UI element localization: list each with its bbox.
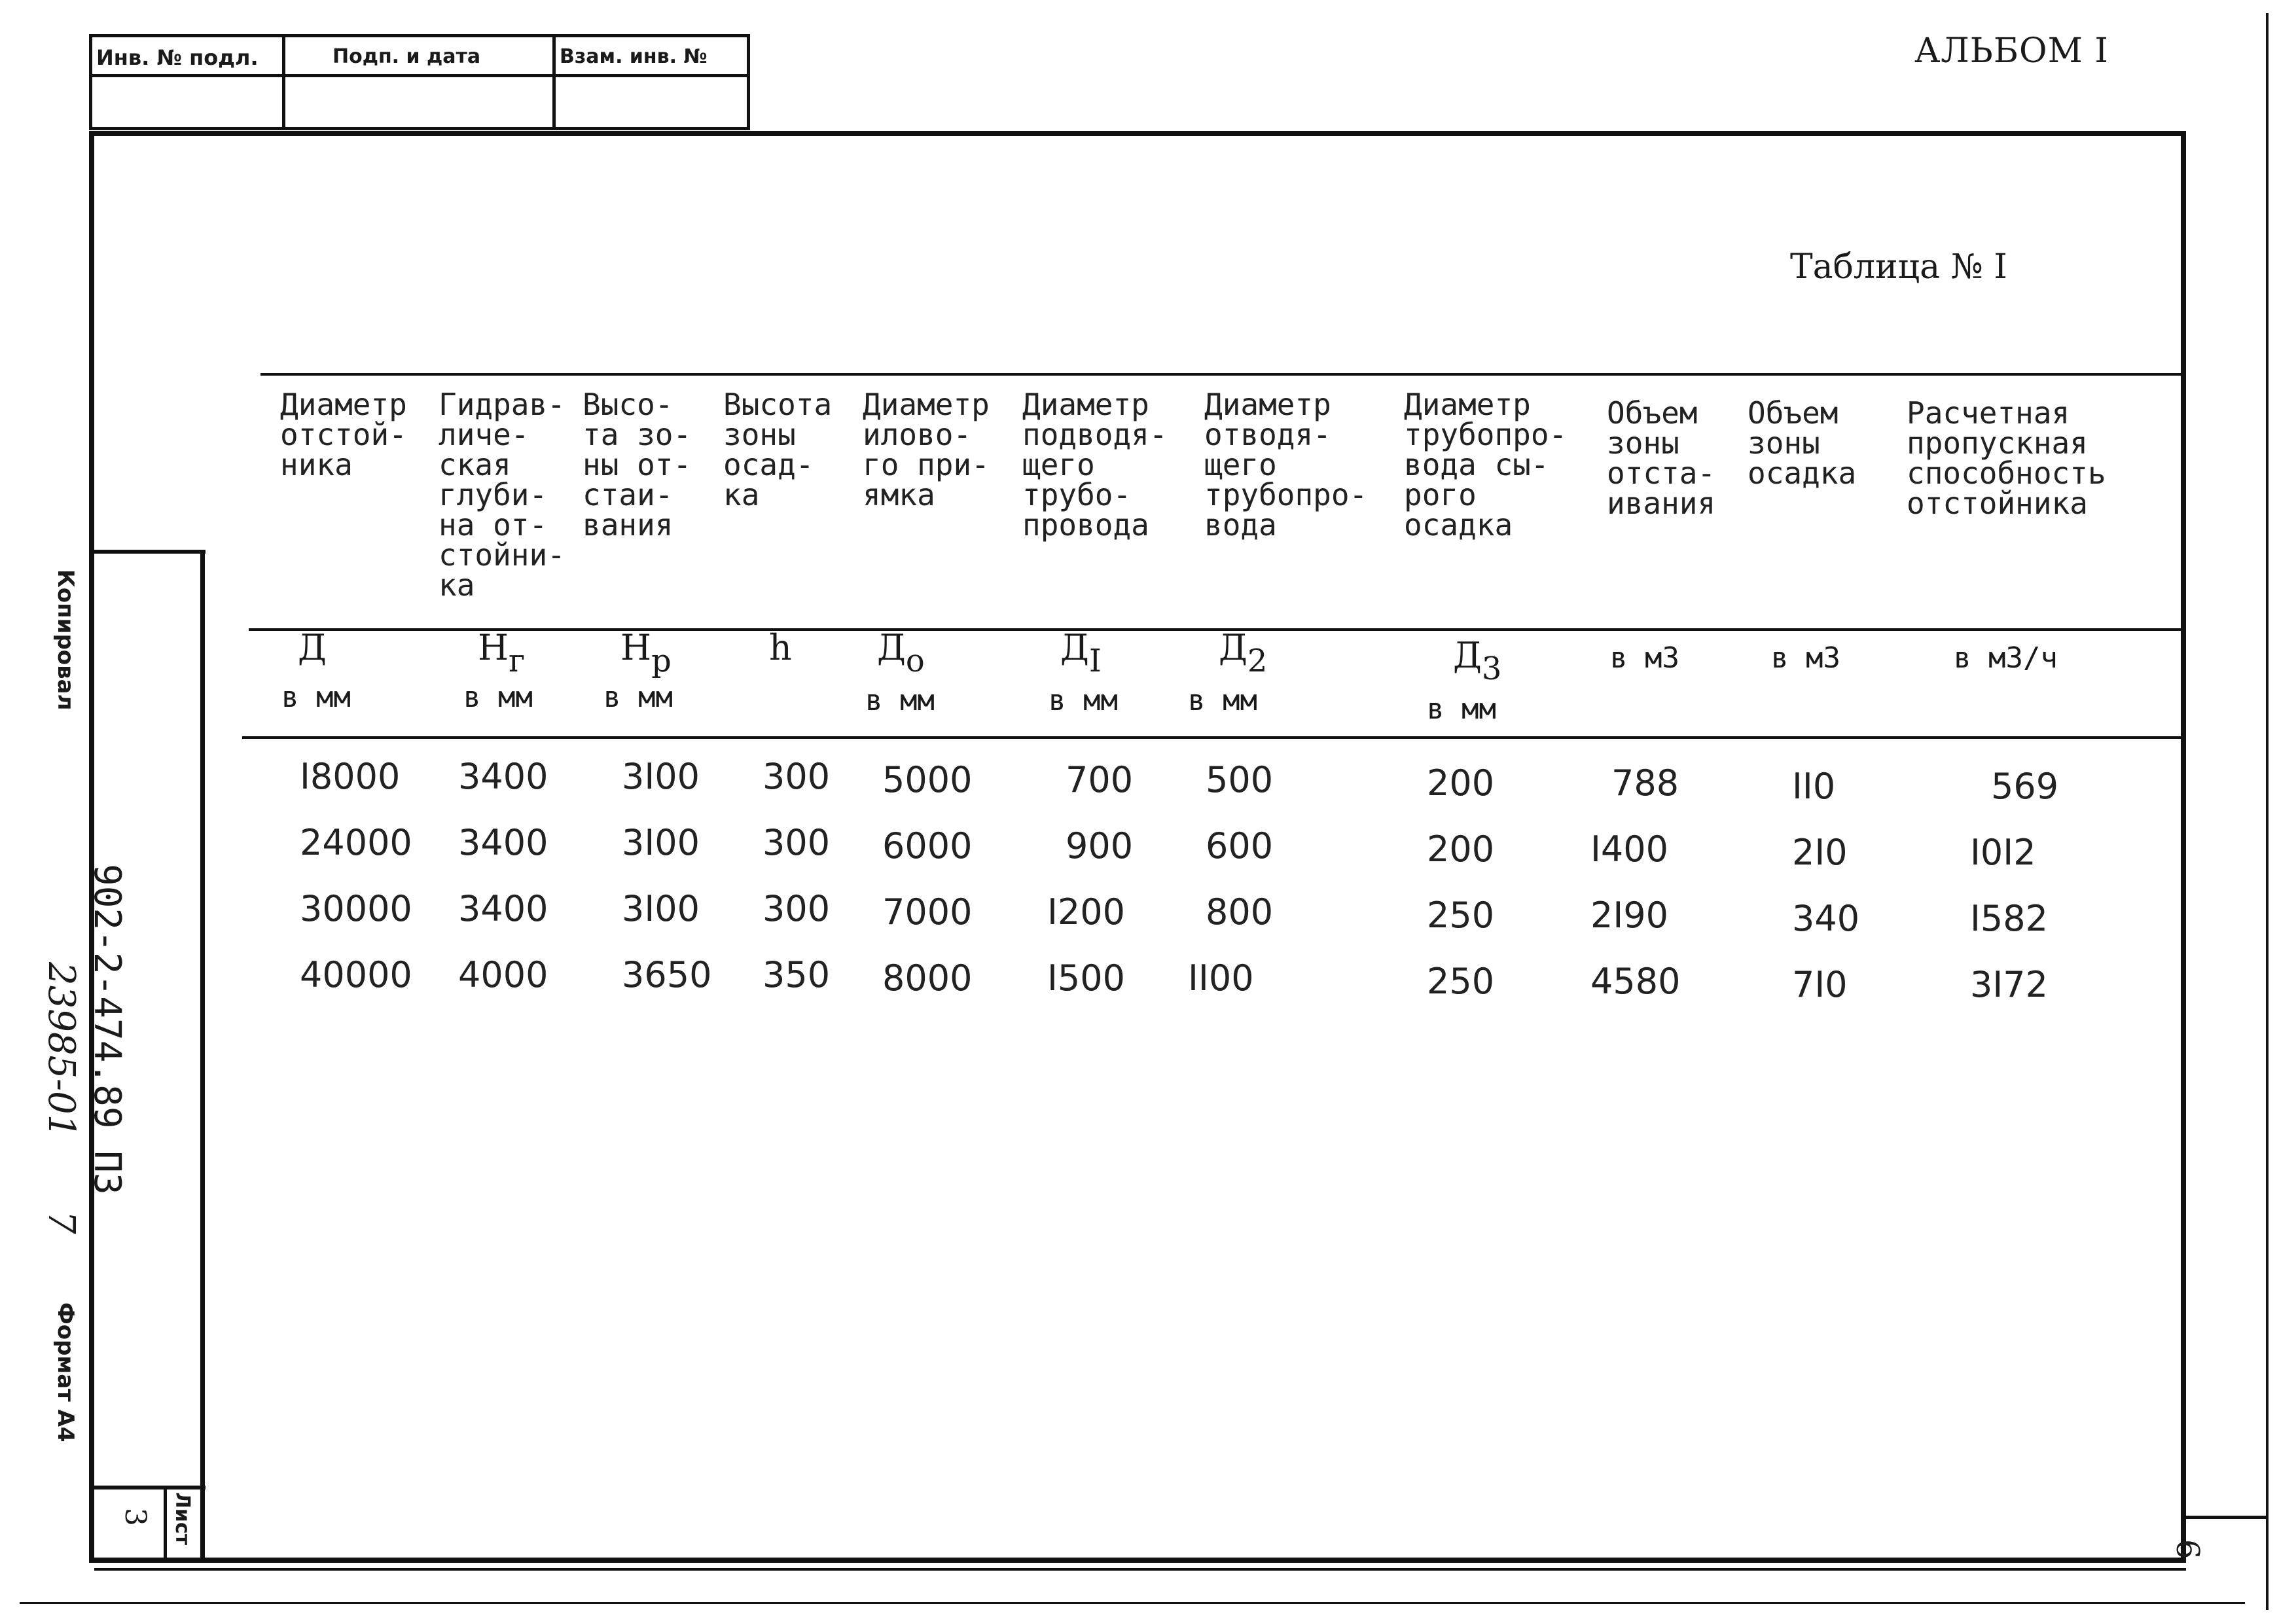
unit-d: в мм: [281, 681, 351, 714]
cell-d2: 600: [1206, 825, 1274, 866]
handwritten-page: 7: [40, 1211, 82, 1234]
symbol-d1: $Д_I$: [1060, 627, 1102, 679]
handwritten-number: 23985-01: [40, 962, 82, 1138]
cell-capacity: I0I2: [1970, 832, 2036, 873]
copied-label: Копировал: [52, 569, 79, 711]
stamp-sign-cell: [282, 34, 556, 77]
table-header-rule: [249, 628, 2181, 631]
cell-d3: 200: [1427, 762, 1495, 804]
cell-d: I8000: [300, 756, 401, 797]
side-stamp-divider: [89, 1486, 206, 1489]
table-top-rule: [260, 373, 2181, 376]
cell-d3: 250: [1427, 961, 1495, 1002]
cell-d0: 6000: [882, 825, 973, 866]
stamp-sign-value: [282, 74, 556, 130]
cell-sludge-volume: 7I0: [1792, 964, 1848, 1005]
cell-sludge-volume: 340: [1792, 898, 1860, 939]
cell-d0: 7000: [882, 891, 973, 933]
cell-sludge-volume: 2I0: [1792, 832, 1848, 873]
cell-h: 350: [762, 954, 831, 995]
cell-hg: 4000: [458, 954, 548, 995]
cell-d1: I200: [1047, 891, 1125, 933]
header-sludge-zone-volume: Объем зоны осадка: [1748, 395, 1857, 491]
header-sludge-zone-height: Высота зоны осад- ка: [723, 387, 833, 512]
cell-d2: 800: [1206, 891, 1274, 933]
unit-hp: в мм: [603, 681, 673, 714]
symbol-hp: $Н_р$: [620, 627, 672, 679]
unit-d3: в мм: [1427, 692, 1496, 726]
album-label: АЛЬБОМ I: [1914, 31, 2109, 71]
stamp-replace-label: Взам. инв. №: [560, 45, 708, 68]
symbol-d3: $Д_3$: [1453, 635, 1502, 687]
frame-top: [89, 131, 2186, 136]
cell-hg: 3400: [458, 756, 548, 797]
side-stamp-right: [200, 550, 205, 1563]
frame-left: [89, 131, 94, 1563]
page-number-box-top: [2186, 1516, 2267, 1519]
symbol-d0: $Д_о$: [877, 627, 925, 679]
cell-h: 300: [762, 888, 831, 929]
header-settler-diameter: Диаметр отстой- ника: [280, 387, 407, 482]
cell-capacity: 3I72: [1970, 964, 2048, 1005]
cell-d1: 900: [1066, 825, 1134, 866]
table-units-rule: [242, 736, 2181, 739]
cell-d1: 700: [1066, 759, 1134, 800]
symbol-h: h: [769, 627, 792, 668]
cell-settling-volume: 788: [1611, 762, 1679, 804]
cell-d0: 8000: [882, 957, 973, 999]
format-label: Формат А4: [52, 1302, 79, 1442]
stamp-inv-cell: [89, 34, 285, 77]
cell-d1: I500: [1047, 957, 1125, 999]
header-inlet-pipe-diameter: Диаметр подводя- щего трубо- провода: [1022, 387, 1168, 543]
unit-d1: в мм: [1049, 684, 1118, 717]
unit-sludge-volume: в м3: [1771, 641, 1840, 675]
cell-settling-volume: 4580: [1590, 961, 1681, 1002]
cell-settling-volume: 2I90: [1590, 895, 1668, 936]
cell-settling-volume: I400: [1590, 829, 1668, 870]
stamp-sign-label: Подп. и дата: [332, 45, 481, 68]
unit-capacity: в м3/ч: [1954, 641, 2058, 675]
unit-d2: в мм: [1188, 684, 1257, 717]
page-bottom-line: [20, 1602, 2245, 1604]
unit-settling-volume: в м3: [1610, 641, 1679, 675]
cell-d0: 5000: [882, 759, 973, 800]
unit-hg: в мм: [463, 681, 533, 714]
sheet-label: Лист: [171, 1492, 194, 1546]
cell-h: 300: [762, 756, 831, 797]
frame-bottom: [89, 1558, 2186, 1563]
symbol-d: Д: [298, 627, 327, 668]
stamp-replace-value: [552, 74, 750, 130]
frame-bottom-inner: [94, 1568, 2186, 1571]
stamp-replace-cell: [552, 34, 750, 77]
page-number: 6: [2169, 1539, 2206, 1560]
symbol-hg: $Н_г$: [478, 627, 526, 679]
symbol-d2: $Д_2$: [1219, 627, 1268, 679]
cell-d: 24000: [300, 822, 412, 863]
cell-d2: II00: [1188, 957, 1254, 999]
cell-hg: 3400: [458, 822, 548, 863]
header-sludge-pit-diameter: Диаметр илово- го при- ямка: [863, 387, 990, 512]
cell-d3: 200: [1427, 829, 1495, 870]
document-code: 902-2-474.89 ПЗ: [86, 864, 128, 1195]
cell-capacity: I582: [1970, 898, 2048, 939]
cell-hp: 3I00: [622, 756, 700, 797]
header-settling-zone-volume: Объем зоны отста- ивания: [1607, 395, 1716, 521]
header-outlet-pipe-diameter: Диаметр отводя- щего трубопро- вода: [1204, 387, 1368, 543]
stamp-inv-label: Инв. № подл.: [96, 45, 259, 70]
header-design-capacity: Расчетная пропускная способность отстойника: [1907, 395, 2106, 521]
cell-h: 300: [762, 822, 831, 863]
sheet-number: 3: [118, 1508, 152, 1526]
cell-d: 40000: [300, 954, 412, 995]
right-edge-line: [2266, 13, 2269, 1610]
table-title: Таблица № I: [1790, 247, 2007, 287]
cell-capacity: 569: [1991, 766, 2059, 807]
cell-hp: 3650: [622, 954, 712, 995]
cell-hg: 3400: [458, 888, 548, 929]
header-raw-sludge-pipe-diameter: Диаметр трубопро- вода сы- рого осадка: [1404, 387, 1568, 543]
side-stamp-sheet-divider: [164, 1486, 167, 1563]
side-stamp-top: [89, 550, 206, 554]
cell-sludge-volume: II0: [1792, 766, 1836, 807]
header-hydraulic-depth: Гидрав- личе- ская глуби- на от- стойни- ка: [439, 387, 565, 603]
stamp-inv-value: [89, 74, 285, 130]
header-settling-zone-height: Высо- та зо- ны от- стаи- вания: [583, 387, 692, 543]
cell-d2: 500: [1206, 759, 1274, 800]
frame-right: [2181, 131, 2186, 1563]
cell-hp: 3I00: [622, 822, 700, 863]
cell-d3: 250: [1427, 895, 1495, 936]
cell-hp: 3I00: [622, 888, 700, 929]
unit-d0: в мм: [865, 684, 935, 717]
cell-d: 30000: [300, 888, 412, 929]
